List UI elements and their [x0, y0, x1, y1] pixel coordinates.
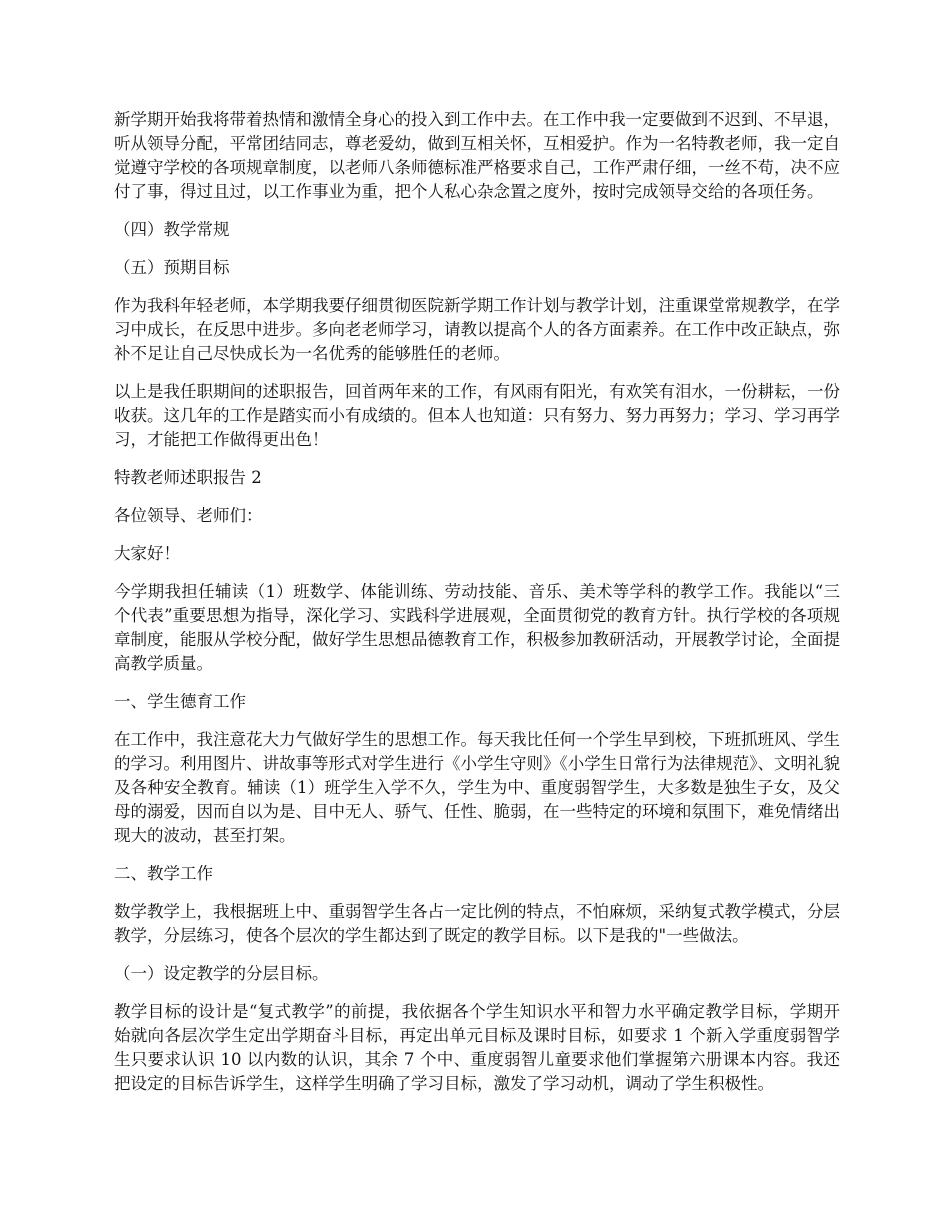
paragraph-moral-education: 在工作中，我注意花大力气做好学生的思想工作。每天我比任何一个学生早到校，下班抓班风、学生的学习。利用图片、讲故事等形式对学生进行《小学生守则》《小学生日常行为法律规范》、文明礼貌及各种安全教育。辅读（1）班学生入学不久，学生为中、重度弱智学生，大多数是独生子女，及父母的溺爱，因而自以为是、目中无人、骄气、任性、脆弱，在一些特定的环境和氛围下，难免情绪出现大的波动，甚至打架。	[114, 730, 840, 845]
heading-teaching-routine: （四）教学常规	[114, 220, 230, 239]
report-title-2: 特教老师述职报告 2	[114, 468, 262, 487]
heading-moral-education: 一、学生德育工作	[114, 692, 246, 711]
document-page	[114, 108, 840, 1110]
paragraph-semester-duties: 今学期我担任辅读（1）班数学、体能训练、劳动技能、音乐、美术等学科的教学工作。我能以“三个代表”重要思想为指导，深化学习、实践科学进展观，全面贯彻党的教育方针。执行学校的各项规章制度，能服从学校分配，做好学生思想品德教育工作，积极参加教研活动，开展教学讨论，全面提高教学质量。	[114, 582, 840, 673]
heading-layered-goals: （一）设定教学的分层目标。	[114, 964, 329, 983]
heading-expected-goals: （五）预期目标	[114, 258, 230, 277]
heading-teaching-work: 二、教学工作	[114, 864, 213, 883]
paragraph-math-teaching: 数学教学上，我根据班上中、重弱智学生各占一定比例的特点，不怕麻烦，采纳复式教学模式，分层教学，分层练习，使各个层次的学生都达到了既定的教学目标。以下是我的"一些做法。	[114, 902, 840, 945]
salutation: 各位领导、老师们：	[114, 506, 263, 525]
greeting: 大家好！	[114, 544, 180, 563]
paragraph-summary: 以上是我任职期间的述职报告，回首两年来的工作，有风雨有阳光，有欢笑有泪水，一份耕耘，一份收获。这几年的工作是踏实而小有成绩的。但本人也知道：只有努力、努力再努力；学习、学习再学习，才能把工作做得更出色！	[114, 382, 840, 449]
paragraph-young-teacher: 作为我科年轻老师，本学期我要仔细贯彻医院新学期工作计划与教学计划，注重课堂常规教学，在学习中成长，在反思中进步。多向老老师学习，请教以提高个人的各方面素养。在工作中改正缺点，弥补不足让自己尽快成长为一名优秀的能够胜任的老师。	[114, 296, 840, 363]
paragraph-layered-goals: 教学目标的设计是“复式教学”的前提，我依据各个学生知识水平和智力水平确定教学目标，学期开始就向各层次学生定出学期奋斗目标，再定出单元目标及课时目标，如要求 1 个新入学重度弱智学生只要求认识 10 以内数的认识，其余 7 个中、重度弱智儿童要求他们掌握第六册课本内容。我还把设定的目标告诉学生，这样学生明确了学习目标，激发了学习动机，调动了学生积极性。	[114, 1002, 840, 1093]
paragraph-work-attitude: 新学期开始我将带着热情和激情全身心的投入到工作中去。在工作中我一定要做到不迟到、不早退，听从领导分配，平常团结同志，尊老爱幼，做到互相关怀，互相爱护。作为一名特教老师，我一定自觉遵守学校的各项规章制度，以老师八条师德标准严格要求自己，工作严肃仔细，一丝不苟，决不应付了事，得过且过，以工作事业为重，把个人私心杂念置之度外，按时完成领导交给的各项任务。	[114, 110, 840, 201]
